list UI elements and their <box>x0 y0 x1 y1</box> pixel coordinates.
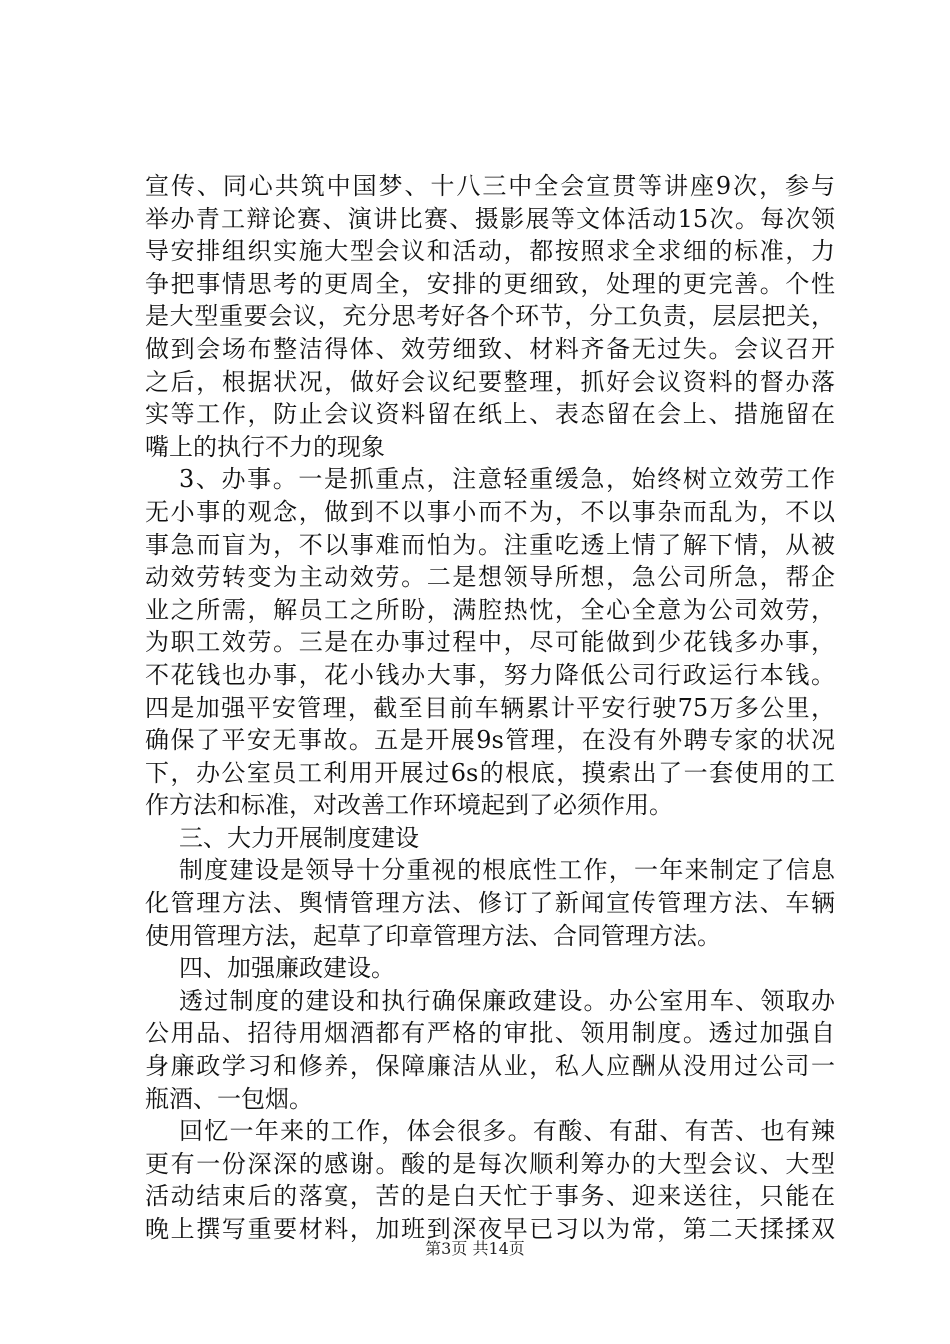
text-line: 是大型重要会议，充分思考好各个环节，分工负责，层层把关， <box>145 302 835 331</box>
text-line: 化管理方法、舆情管理方法、修订了新闻宣传管理方法、车辆 <box>145 889 835 918</box>
text-line: 四是加强平安管理，截至目前车辆累计平安行驶75万多公里， <box>145 693 835 722</box>
text-line: 实等工作，防止会议资料留在纸上、表态留在会上、措施留在 <box>145 400 835 429</box>
text-line: 不花钱也办事，花小钱办大事，努力降低公司行政运行本钱。 <box>145 660 835 689</box>
text-line: 动效劳转变为主动效劳。二是想领导所想，急公司所急，帮企 <box>145 563 835 592</box>
text-line: 公用品、招待用烟酒都有严格的审批、领用制度。透过加强自 <box>145 1019 835 1048</box>
text-line: 确保了平安无事故。五是开展9s管理，在没有外聘专家的状况 <box>145 726 835 755</box>
text-line: 业之所需，解员工之所盼，满腔热忱，全心全意为公司效劳， <box>145 595 835 624</box>
text-line: 做到会场布整洁得体、效劳细致、材料齐备无过失。会议召开 <box>145 334 835 363</box>
text-line: 导安排组织实施大型会议和活动，都按照求全求细的标准，力 <box>145 237 835 266</box>
text-line: 3、办事。一是抓重点，注意轻重缓急，始终树立效劳工作 <box>179 465 835 494</box>
text-line: 身廉政学习和修养，保障廉洁从业，私人应酬从没用过公司一 <box>145 1052 835 1081</box>
text-line: 制度建设是领导十分重视的根底性工作，一年来制定了信息 <box>179 856 835 885</box>
text-line: 事急而盲为，不以事难而怕为。注重吃透上情了解下情，从被 <box>145 530 835 559</box>
text-line: 作方法和标准，对改善工作环境起到了必须作用。 <box>145 791 673 820</box>
text-line: 为职工效劳。三是在办事过程中，尽可能做到少花钱多办事， <box>145 628 835 657</box>
text-line: 活动结束后的落寞，苦的是白天忙于事务、迎来送往，只能在 <box>145 1182 835 1211</box>
text-line: 宣传、同心共筑中国梦、十八三中全会宣贯等讲座9次，参与 <box>145 172 835 200</box>
text-line: 三、大力开展制度建设 <box>179 823 419 852</box>
text-line: 晚上撰写重要材料，加班到深夜早已习以为常，第二天揉揉双 <box>145 1215 835 1243</box>
text-line: 瓶酒、一包烟。 <box>145 1084 313 1113</box>
text-line: 下，办公室员工利用开展过6s的根底，摸索出了一套使用的工 <box>145 758 835 787</box>
text-line: 更有一份深深的感谢。酸的是每次顺利筹办的大型会议、大型 <box>145 1149 835 1178</box>
text-line: 嘴上的执行不力的现象 <box>145 432 385 461</box>
page-footer: 第3页 共14页 <box>425 1239 525 1258</box>
text-line: 举办青工辩论赛、演讲比赛、摄影展等文体活动15次。每次领 <box>145 204 835 233</box>
text-line: 争把事情思考的更周全，安排的更细致，处理的更完善。个性 <box>145 269 835 298</box>
text-line: 透过制度的建设和执行确保廉政建设。办公室用车、领取办 <box>179 986 835 1015</box>
text-line: 四、加强廉政建设。 <box>179 954 395 983</box>
text-line: 回忆一年来的工作，体会很多。有酸、有甜、有苦、也有辣 <box>179 1117 835 1146</box>
text-line: 之后，根据状况，做好会议纪要整理，抓好会议资料的督办落 <box>145 367 835 396</box>
document-body <box>145 170 835 1246</box>
text-line: 使用管理方法，起草了印章管理方法、合同管理方法。 <box>145 921 721 950</box>
text-line: 无小事的观念，做到不以事小而不为，不以事杂而乱为，不以 <box>145 497 835 526</box>
